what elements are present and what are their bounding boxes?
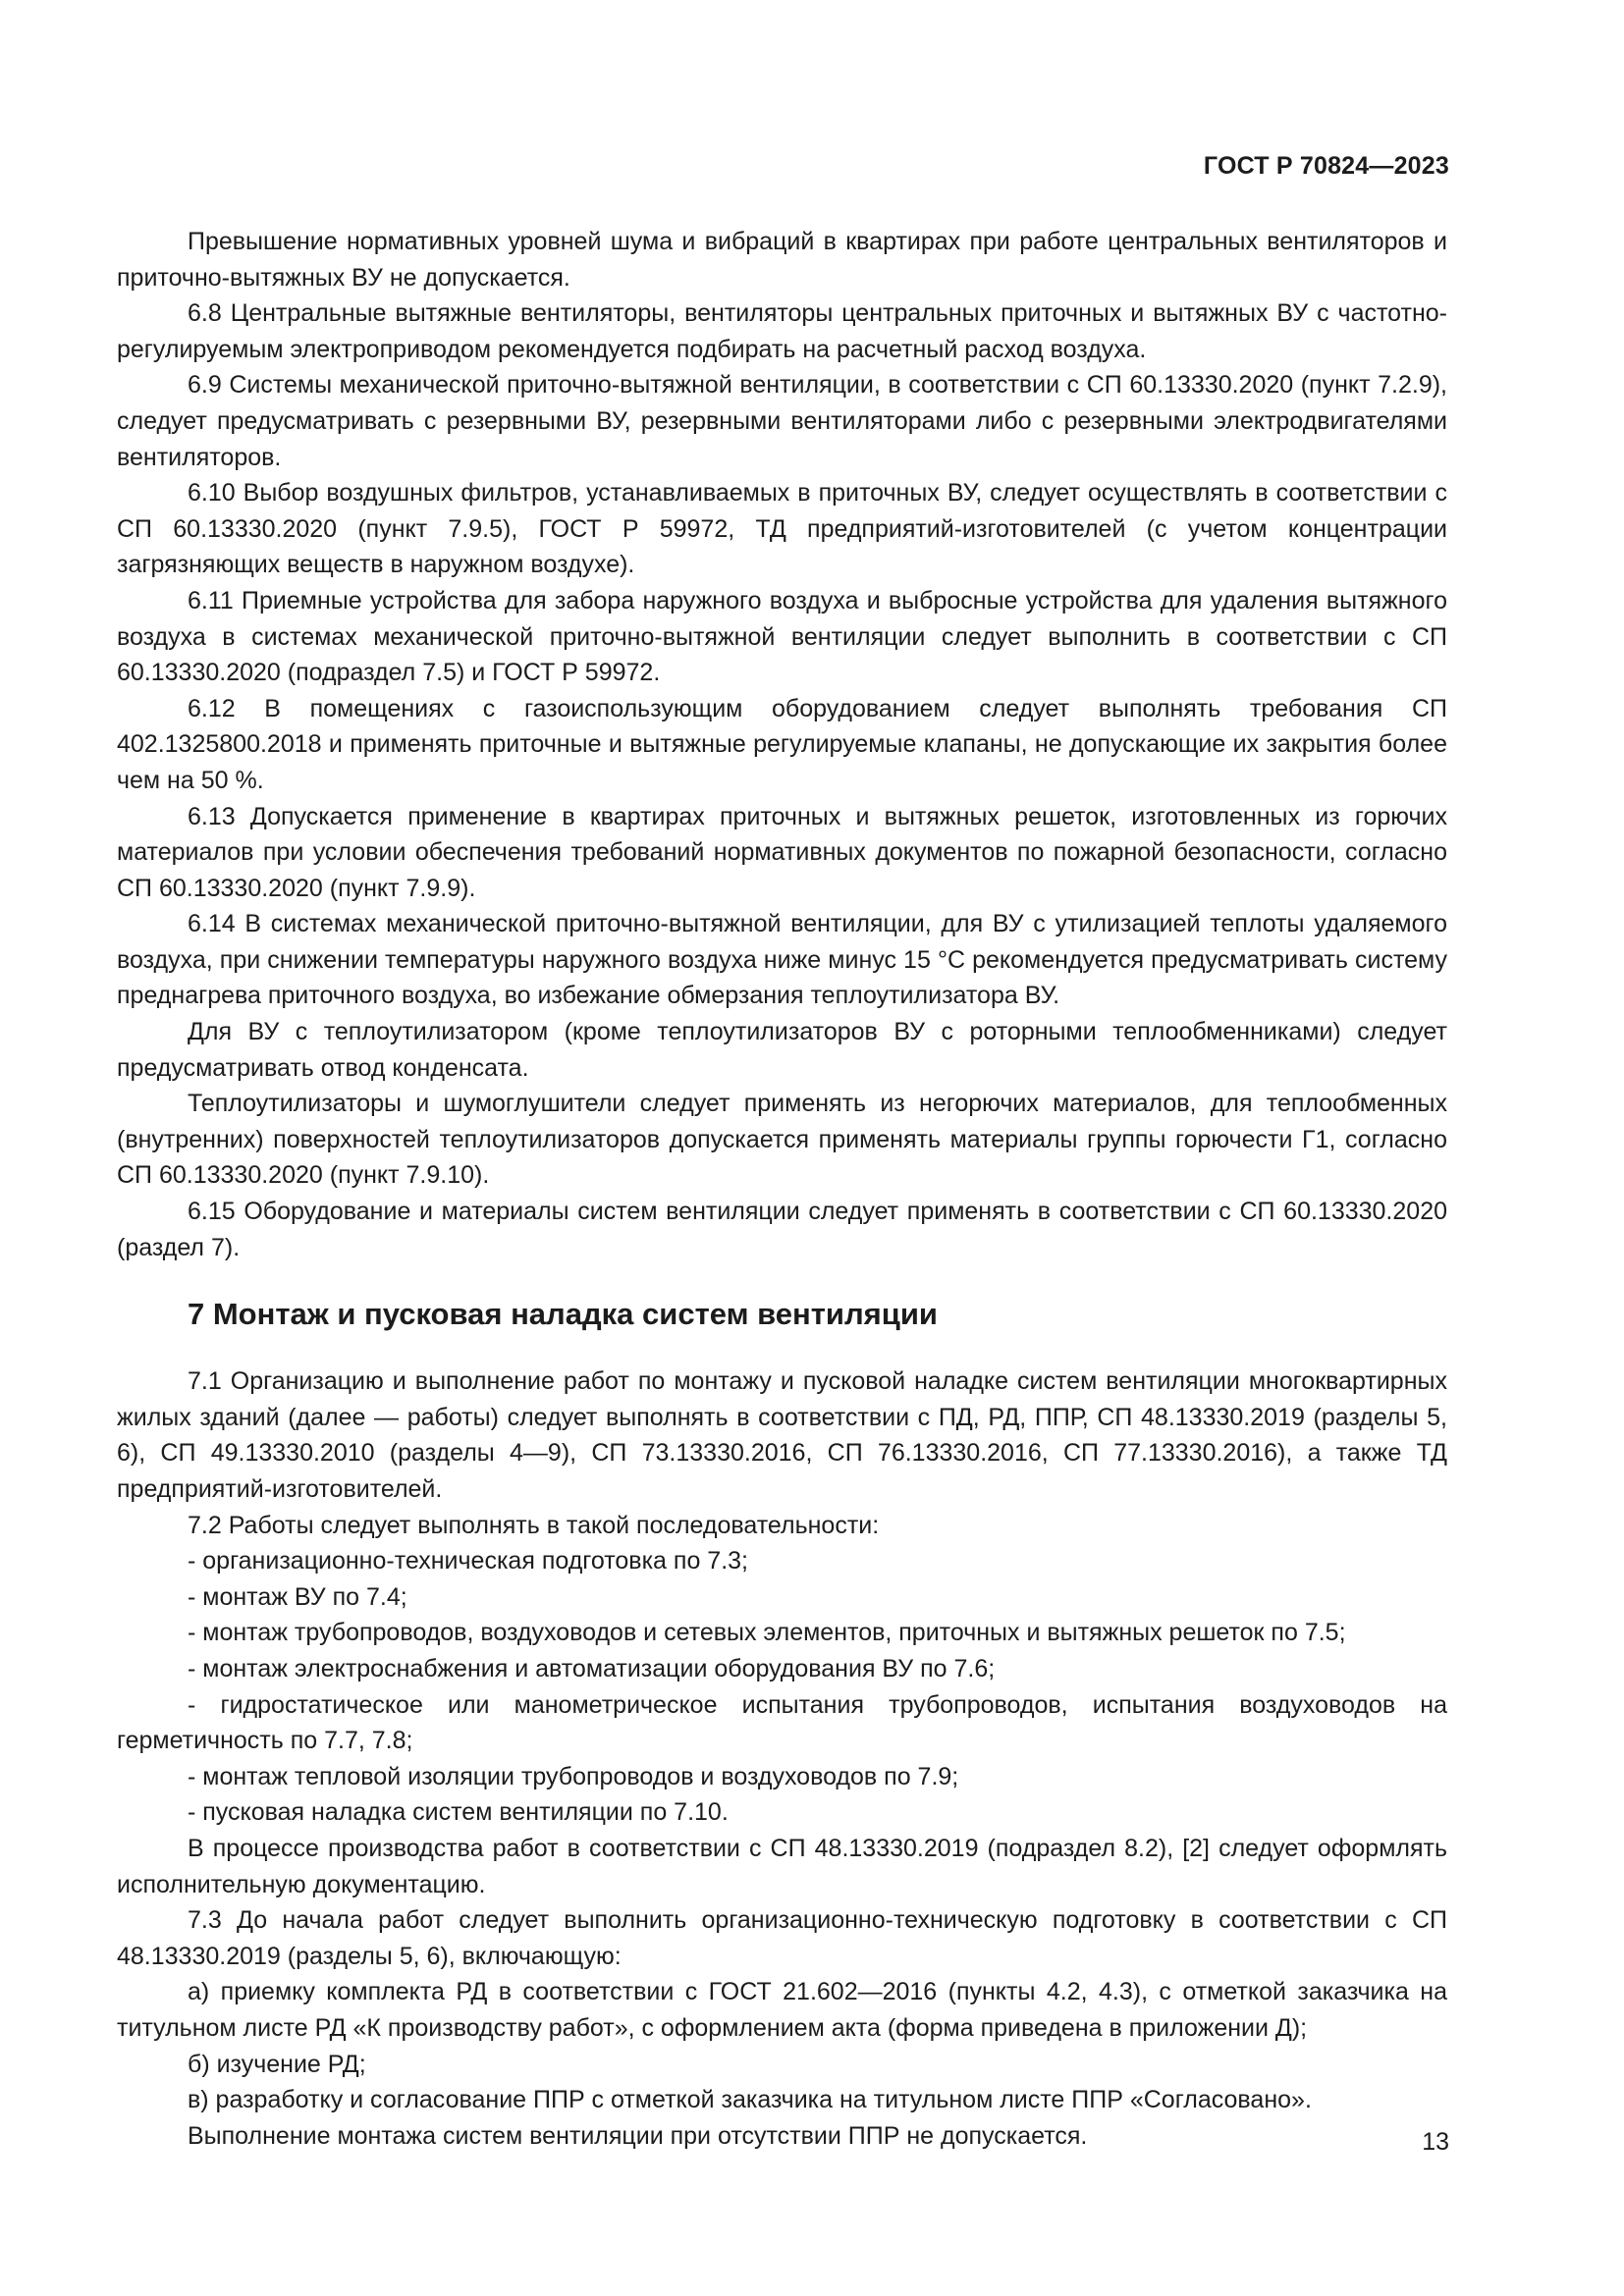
list-item: в) разработку и согласование ППР с отметкой заказчика на титульном листе ППР «Согласовано».: [188, 2086, 1312, 2114]
list-item: - монтаж ВУ по 7.4;: [188, 1582, 407, 1611]
list-item: а) приемку комплекта РД в соответствии с ГОСТ 21.602—2016 (пункты 4.2, 4.3), с отметкой заказчика на титульном листе РД «К производству работ», с оформлением акта (форма приведена в приложении Д);: [117, 1978, 1447, 2042]
paragraph-7-2: 7.2 Работы следует выполнять в такой последовательности:: [188, 1511, 880, 1539]
paragraph-6-10: 6.10 Выбор воздушных фильтров, устанавливаемых в приточных ВУ, следует осуществлять в соответствии с СП 60.13330.2020 (пункт 7.9.5), ГОСТ Р 59972, ТД предприятий-изготовителей (с учетом концентрации загрязняющих веществ в наружном воздухе).: [117, 479, 1447, 579]
paragraph-heat-recovery-materials: Теплоутилизаторы и шумоглушители следует применять из негорючих материалов, для теплообменных (внутренних) поверхностей теплоутилизаторов допускается применять материалы группы горючести Г1, согласно СП 60.13330.2020 (пункт 7.9.10).: [117, 1090, 1447, 1190]
paragraph-6-14: 6.14 В системах механической приточно-вытяжной вентиляции, для ВУ с утилизацией теплоты удаляемого воздуха, при снижении температуры наружного воздуха ниже минус 15 °С рекомендуется предусматривать систему преднагрева приточного воздуха, во избежание обмерзания теплоутилизатора ВУ.: [117, 910, 1447, 1010]
paragraph-7-3: 7.3 До начала работ следует выполнить организационно-техническую подготовку в соответствии с СП 48.13330.2019 (разделы 5, 6), включающую:: [117, 1906, 1447, 1970]
document-body: [117, 224, 1447, 2154]
section-heading-7: 7 Монтаж и пусковая наладка систем вентиляции: [188, 1297, 938, 1332]
list-item: - монтаж трубопроводов, воздуховодов и сетевых элементов, приточных и вытяжных решеток по 7.5;: [188, 1619, 1346, 1647]
paragraph-6-13: 6.13 Допускается применение в квартирах приточных и вытяжных решеток, изготовленных из горючих материалов при условии обеспечения требований нормативных документов по пожарной безопасности, согласно СП 60.13330.2020 (пункт 7.9.9).: [117, 802, 1447, 902]
paragraph-executive-documentation: В процессе производства работ в соответствии с СП 48.13330.2019 (подраздел 8.2), [2] следует оформлять исполнительную документацию.: [117, 1834, 1447, 1898]
paragraph-condensate: Для ВУ с теплоутилизатором (кроме теплоутилизаторов ВУ с роторными теплообменниками) следует предусматривать отвод конденсата.: [117, 1018, 1447, 1082]
paragraph-6-9: 6.9 Системы механической приточно-вытяжной вентиляции, в соответствии с СП 60.13330.2020 (пункт 7.2.9), следует предусматривать с резервными ВУ, резервными вентиляторами либо с резервными электродвигателями вентиляторов.: [117, 371, 1447, 471]
page-number: 13: [1422, 2128, 1449, 2156]
list-item: - пусковая наладка систем вентиляции по 7.10.: [188, 1798, 729, 1827]
list-item: б) изучение РД;: [188, 2050, 366, 2078]
list-item: - организационно-техническая подготовка по 7.3;: [188, 1547, 748, 1575]
paragraph-no-ppr: Выполнение монтажа систем вентиляции при отсутствии ППР не допускается.: [188, 2121, 1088, 2150]
paragraph-6-8: 6.8 Центральные вытяжные вентиляторы, вентиляторы центральных приточных и вытяжных ВУ с частотно-регулируемым электроприводом рекомендуется подбирать на расчетный расход воздуха.: [117, 299, 1447, 363]
list-item: - гидростатическое или манометрическое испытания трубопроводов, испытания воздуховодов на герметичность по 7.7, 7.8;: [117, 1690, 1447, 1755]
paragraph-7-1: 7.1 Организацию и выполнение работ по монтажу и пусковой наладке систем вентиляции многоквартирных жилых зданий (далее — работы) следует выполнять в соответствии с ПД, РД, ППР, СП 48.13330.2019 (разделы 5, 6), СП 49.13330.2010 (разделы 4—9), СП 73.13330.2016, СП 76.13330.2016, СП 77.13330.2016), а также ТД предприятий-изготовителей.: [117, 1367, 1447, 1503]
document-code: ГОСТ Р 70824—2023: [1203, 152, 1449, 180]
paragraph-6-11: 6.11 Приемные устройства для забора наружного воздуха и выбросные устройства для удаления вытяжного воздуха в системах механической приточно-вытяжной вентиляции следует выполнить в соответствии с СП 60.13330.2020 (подраздел 7.5) и ГОСТ Р 59972.: [117, 586, 1447, 687]
paragraph-noise-vibration: Превышение нормативных уровней шума и вибраций в квартирах при работе центральных вентиляторов и приточно-вытяжных ВУ не допускается.: [117, 228, 1447, 292]
paragraph-6-12: 6.12 В помещениях с газоиспользующим оборудованием следует выполнять требования СП 402.1325800.2018 и применять приточные и вытяжные регулируемые клапаны, не допускающие их закрытия более чем на 50 %.: [117, 694, 1447, 794]
paragraph-6-15: 6.15 Оборудование и материалы систем вентиляции следует применять в соответствии с СП 60.13330.2020 (раздел 7).: [117, 1198, 1447, 1261]
list-item: - монтаж электроснабжения и автоматизации оборудования ВУ по 7.6;: [188, 1654, 996, 1682]
list-item: - монтаж тепловой изоляции трубопроводов и воздуховодов по 7.9;: [188, 1762, 959, 1790]
